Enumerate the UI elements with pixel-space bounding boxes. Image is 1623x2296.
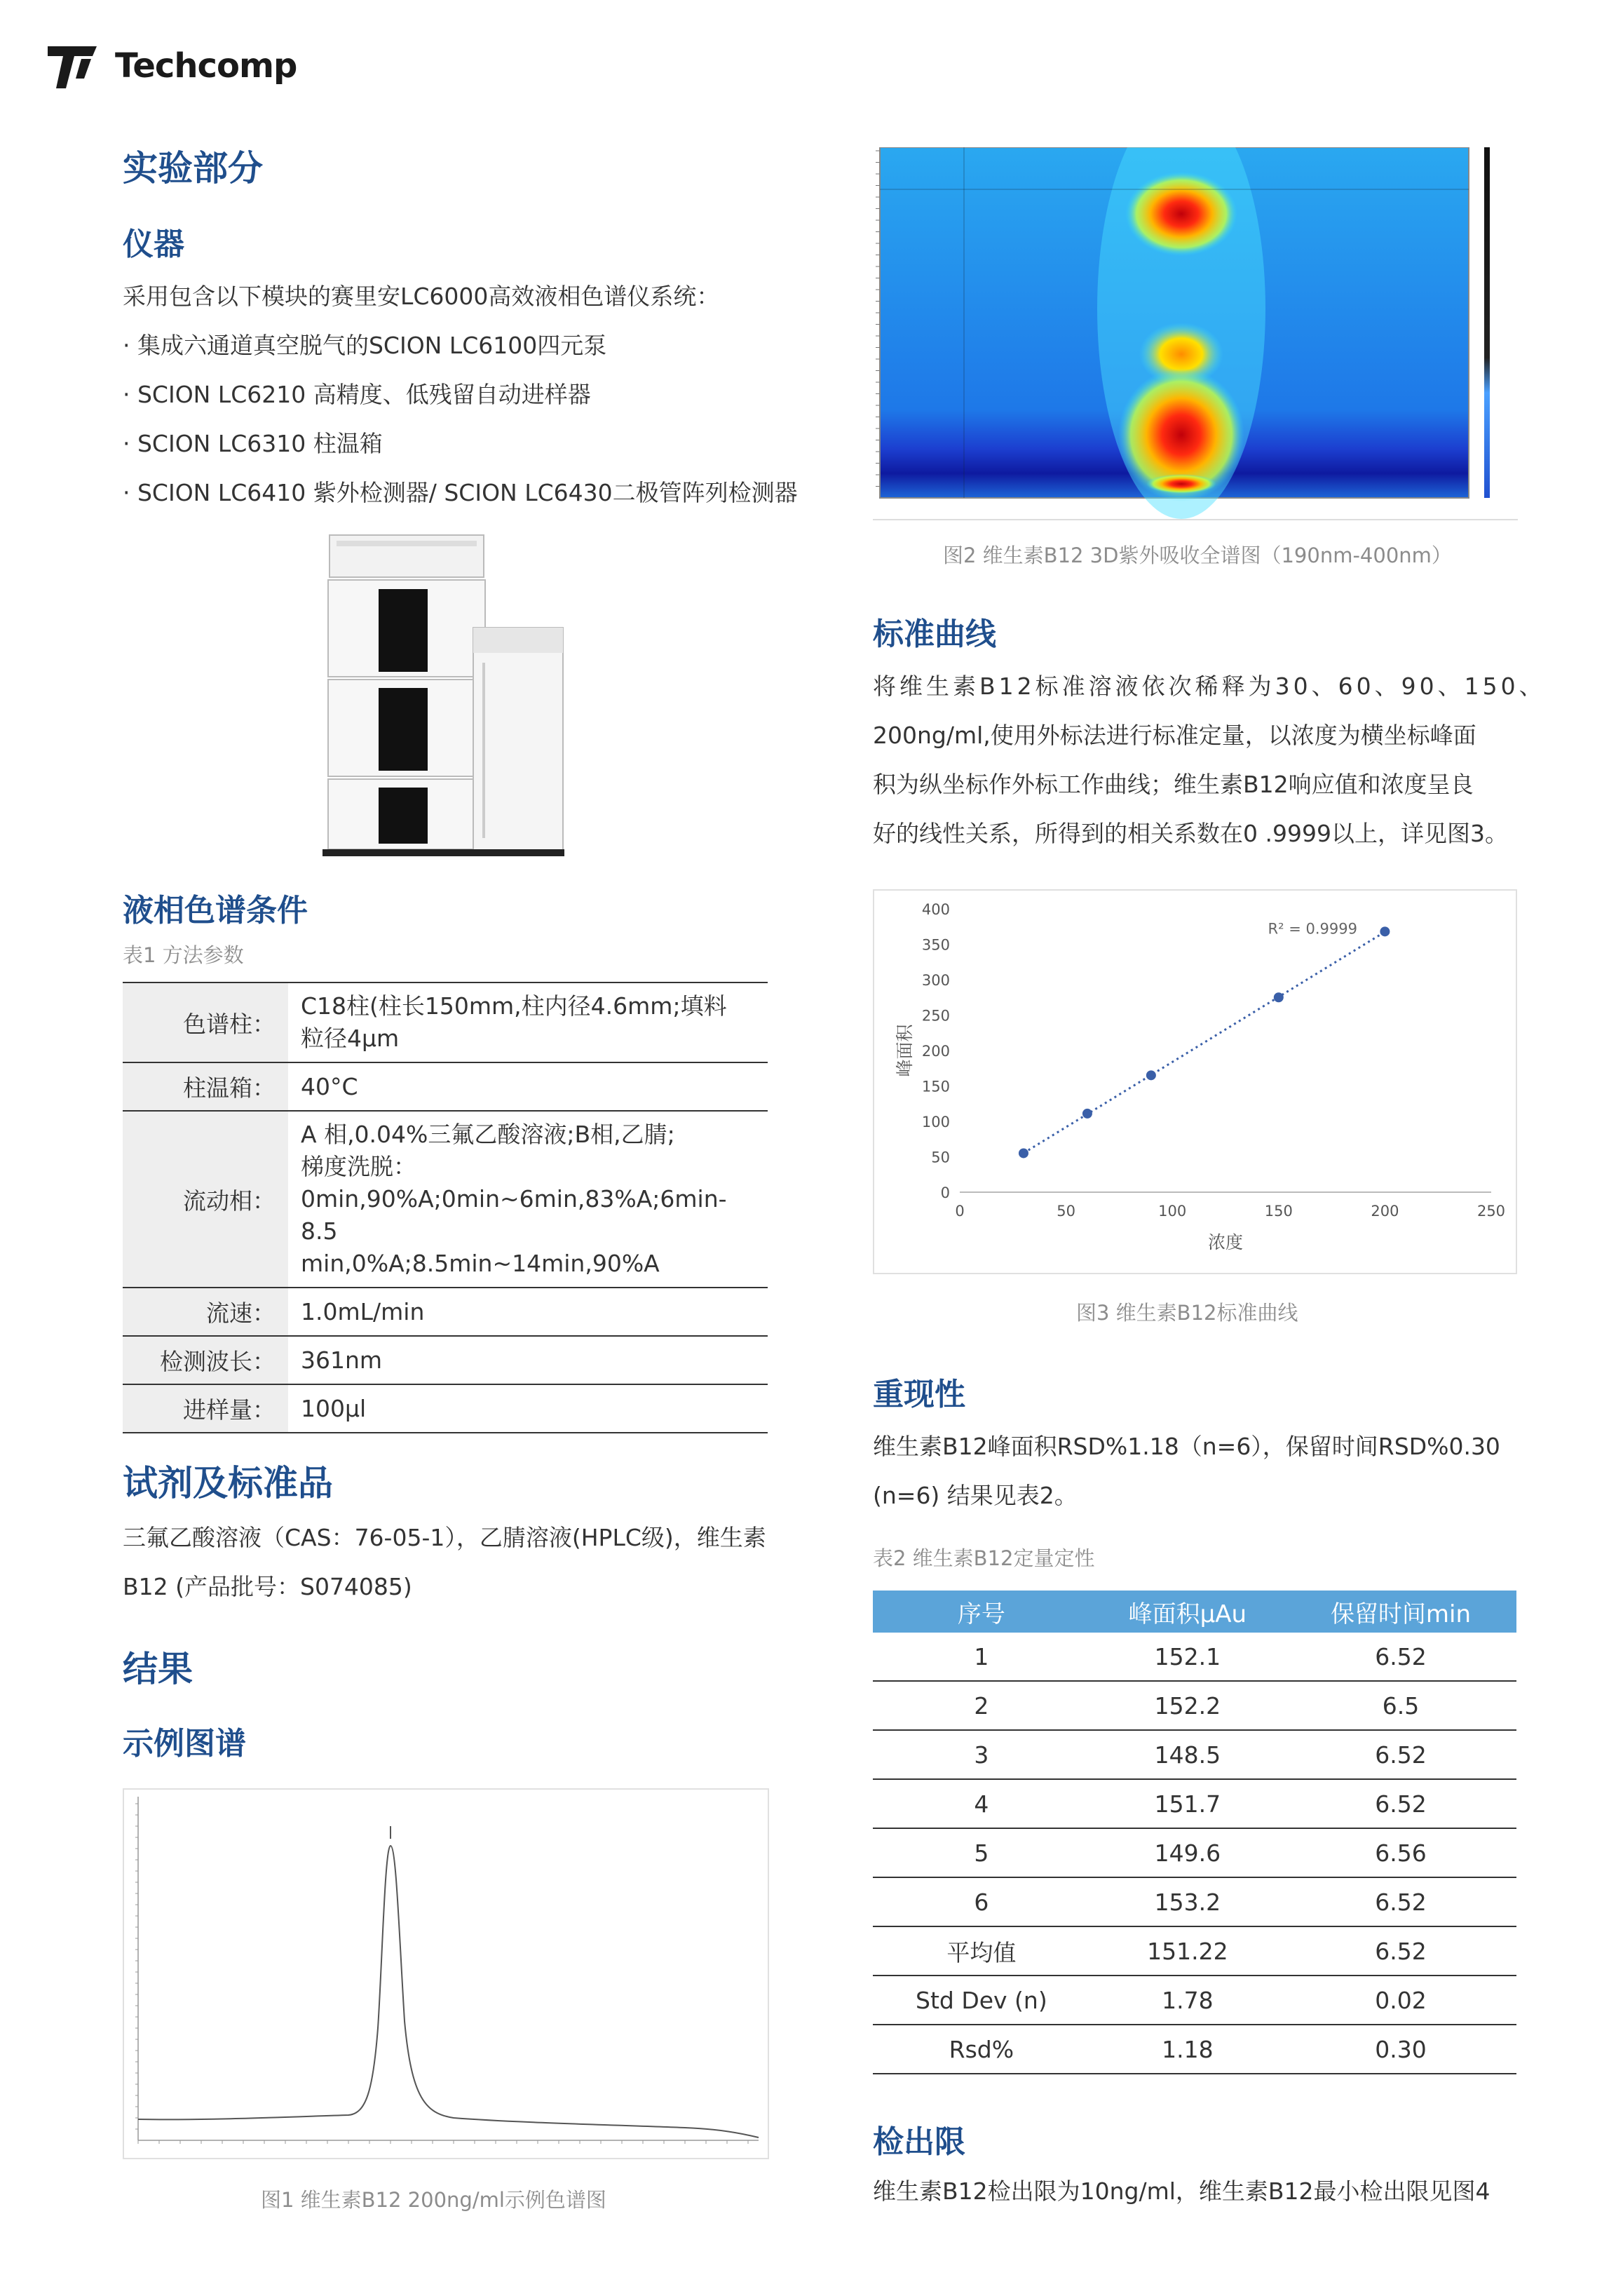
- cell-index: 6: [873, 1877, 1090, 1926]
- table-row: [873, 1926, 1516, 1976]
- section-std-curve: 标准曲线: [873, 616, 996, 652]
- instrument-item-4: · SCION LC6410 紫外检测器/ SCION LC6430二极管阵列检测器: [123, 479, 798, 506]
- repro-line-2: (n=6) 结果见表2。: [873, 1482, 1078, 1509]
- col-header-peak-area: 峰面积μAu: [1090, 1591, 1285, 1633]
- cell-peak-area: 149.6: [1090, 1828, 1285, 1877]
- cell-retention: 0.30: [1285, 2025, 1516, 2074]
- logo: [48, 43, 307, 93]
- x-tick-label: 0: [955, 1203, 965, 1220]
- cell-index: 1: [873, 1633, 1090, 1681]
- data-point: [1274, 992, 1284, 1002]
- table1-row: [123, 1336, 768, 1384]
- cell-peak-area: 1.78: [1090, 1976, 1285, 2025]
- std-curve-line-2: 200ng/ml,使用外标法进行标准定量，以浓度为横坐标峰面: [873, 722, 1476, 749]
- std-curve-chart: [873, 889, 1517, 1274]
- x-tick-label: 150: [1264, 1203, 1293, 1220]
- cell-peak-area: 148.5: [1090, 1730, 1285, 1779]
- reagents-line-1: 三氟乙酸溶液（CAS：76-05-1），乙腈溶液(HPLC级)，维生素: [123, 1524, 766, 1551]
- cell-index: Std Dev (n): [873, 1976, 1090, 2025]
- trendline: [1024, 932, 1385, 1154]
- cell-retention: 6.52: [1285, 1730, 1516, 1779]
- table-row: [873, 1828, 1516, 1877]
- y-tick-label: 150: [921, 1078, 950, 1095]
- table1-value-line: 1.0mL/min: [301, 1297, 425, 1325]
- table-row: [873, 2025, 1516, 2074]
- section-lc-conditions: 液相色谱条件: [123, 893, 308, 928]
- section-lod: 检出限: [873, 2124, 965, 2160]
- table-row: [873, 1779, 1516, 1828]
- table1-value-line: C18柱(柱长150mm,柱内径4.6mm;填料: [301, 992, 727, 1020]
- table-row: [873, 1633, 1516, 1681]
- hplc-instrument-image: [322, 529, 568, 859]
- cell-index: 平均值: [873, 1926, 1090, 1976]
- y-tick-label: 300: [921, 972, 950, 989]
- cell-retention: 6.52: [1285, 1779, 1516, 1828]
- table1-row: [123, 1111, 768, 1288]
- table1-value: [288, 1384, 768, 1433]
- y-axis-label: 峰面积: [895, 1024, 915, 1077]
- y-tick-label: 350: [921, 936, 950, 954]
- fig2-caption: 图2 维生素B12 3D紫外吸收全谱图（190nm-400nm）: [943, 543, 1452, 567]
- table-row: [873, 1877, 1516, 1926]
- y-tick-label: 0: [940, 1184, 950, 1201]
- cell-peak-area: 152.2: [1090, 1681, 1285, 1730]
- x-tick-label: 200: [1371, 1203, 1399, 1220]
- reagents-line-2: B12 (产品批号：S074085): [123, 1573, 412, 1600]
- table1-key: 柱温箱：: [123, 1062, 288, 1111]
- cell-retention: 6.5: [1285, 1681, 1516, 1730]
- cell-retention: 6.52: [1285, 1633, 1516, 1681]
- table1-value-line: 粒径4μm: [301, 1025, 400, 1052]
- uv-3d-spectrum-figure: [873, 147, 1518, 520]
- data-point: [1082, 1109, 1092, 1119]
- table1-value-line: 40°C: [301, 1072, 358, 1100]
- table1-key: 检测波长：: [123, 1336, 288, 1384]
- r-squared-annotation: R² = 0.9999: [1268, 920, 1357, 938]
- std-curve-line-1: 将维生素B12标准溶液依次稀释为30、60、90、150、: [873, 673, 1546, 700]
- table1-value-line: 0min,90%A;0min~6min,83%A;6min-8.5: [301, 1185, 727, 1245]
- cell-peak-area: 153.2: [1090, 1877, 1285, 1926]
- cell-retention: 6.52: [1285, 1926, 1516, 1976]
- cell-peak-area: 1.18: [1090, 2025, 1285, 2074]
- cell-index: Rsd%: [873, 2025, 1090, 2074]
- y-tick-label: 50: [931, 1149, 950, 1166]
- chromatogram-plot: [124, 1790, 768, 2158]
- section-reproducibility: 重现性: [873, 1377, 965, 1412]
- table1-key: 进样量：: [123, 1384, 288, 1433]
- section-experiment: 实验部分: [123, 148, 263, 189]
- cell-retention: 6.56: [1285, 1828, 1516, 1877]
- cell-retention: 6.52: [1285, 1877, 1516, 1926]
- lod-text: 维生素B12检出限为10ng/ml，维生素B12最小检出限见图4: [873, 2177, 1490, 2205]
- table1-value: [288, 982, 768, 1062]
- techcomp-logo-icon: [48, 43, 112, 90]
- table1-value: [288, 1336, 768, 1384]
- table1-value-line: 100μl: [301, 1394, 367, 1422]
- std-curve-line-3: 积为纵坐标作外标工作曲线；维生素B12响应值和浓度呈良: [873, 771, 1474, 798]
- repro-line-1: 维生素B12峰面积RSD%1.18（n=6），保留时间RSD%0.30: [873, 1433, 1500, 1460]
- y-tick-label: 100: [921, 1114, 950, 1130]
- col-header-retention: 保留时间min: [1285, 1591, 1516, 1633]
- data-point: [1019, 1148, 1028, 1158]
- x-axis-label: 浓度: [1207, 1232, 1244, 1252]
- table1-row: [123, 982, 768, 1062]
- uv-3d-spectrum-heatmap: [873, 147, 1518, 519]
- logo-text: Techcomp: [115, 46, 297, 86]
- fig3-caption: 图3 维生素B12标准曲线: [1076, 1301, 1298, 1325]
- table-row: [873, 1681, 1516, 1730]
- section-results: 结果: [123, 1649, 193, 1689]
- data-point: [1146, 1070, 1156, 1080]
- x-tick-label: 250: [1476, 1203, 1506, 1220]
- col-header-index: 序号: [873, 1591, 1090, 1633]
- std-curve-line-4: 好的线性关系，所得到的相关系数在0 .9999以上，详见图3。: [873, 820, 1508, 847]
- instrument-item-3: · SCION LC6310 柱温箱: [123, 430, 383, 457]
- table2-caption: 表2 维生素B12定量定性: [873, 1546, 1095, 1570]
- x-tick-label: 50: [1057, 1203, 1075, 1220]
- quant-table: [873, 1591, 1516, 2074]
- instrument-item-2: · SCION LC6210 高精度、低残留自动进样器: [123, 381, 591, 408]
- instrument-item-1: · 集成六通道真空脱气的SCION LC6100四元泵: [123, 332, 607, 359]
- table-row: [873, 1730, 1516, 1779]
- y-tick-label: 250: [921, 1007, 950, 1025]
- fig1-caption: 图1 维生素B12 200ng/ml示例色谱图: [261, 2188, 606, 2212]
- table1-row: [123, 1384, 768, 1433]
- x-tick-label: 100: [1158, 1203, 1187, 1220]
- cell-index: 4: [873, 1779, 1090, 1828]
- cell-retention: 0.02: [1285, 1976, 1516, 2025]
- data-point: [1380, 926, 1390, 936]
- y-tick-label: 200: [921, 1043, 950, 1060]
- y-tick-label: 400: [921, 901, 950, 918]
- table1-key: 色谱柱：: [123, 982, 288, 1062]
- cell-index: 2: [873, 1681, 1090, 1730]
- table1-value-line: 361nm: [301, 1346, 383, 1374]
- table1-caption: 表1 方法参数: [123, 943, 244, 967]
- table1-value-line: 梯度洗脱：: [301, 1153, 416, 1180]
- std-curve-plot: [874, 891, 1516, 1273]
- method-parameters-table: [123, 982, 768, 1433]
- cell-peak-area: 151.22: [1090, 1926, 1285, 1976]
- section-example: 示例图谱: [123, 1726, 246, 1762]
- table1-key: 流速：: [123, 1288, 288, 1336]
- table1-value: [288, 1288, 768, 1336]
- section-reagents: 试剂及标准品: [123, 1463, 333, 1504]
- cell-peak-area: 151.7: [1090, 1779, 1285, 1828]
- table1-row: [123, 1062, 768, 1111]
- table1-value-line: A 相,0.04%三氟乙酸溶液;B相,乙腈;: [301, 1121, 675, 1148]
- table1-row: [123, 1288, 768, 1336]
- table1-value: [288, 1062, 768, 1111]
- cell-index: 3: [873, 1730, 1090, 1779]
- table1-key: 流动相：: [123, 1111, 288, 1288]
- table1-value: [288, 1111, 768, 1288]
- table1-value-line: min,0%A;8.5min~14min,90%A: [301, 1250, 660, 1277]
- cell-peak-area: 152.1: [1090, 1633, 1285, 1681]
- table-row: [873, 1976, 1516, 2025]
- chromatogram-figure: [123, 1788, 769, 2159]
- cell-index: 5: [873, 1828, 1090, 1877]
- section-instrument: 仪器: [123, 227, 184, 262]
- instrument-intro: 采用包含以下模块的赛里安LC6000高效液相色谱仪系统：: [123, 283, 720, 310]
